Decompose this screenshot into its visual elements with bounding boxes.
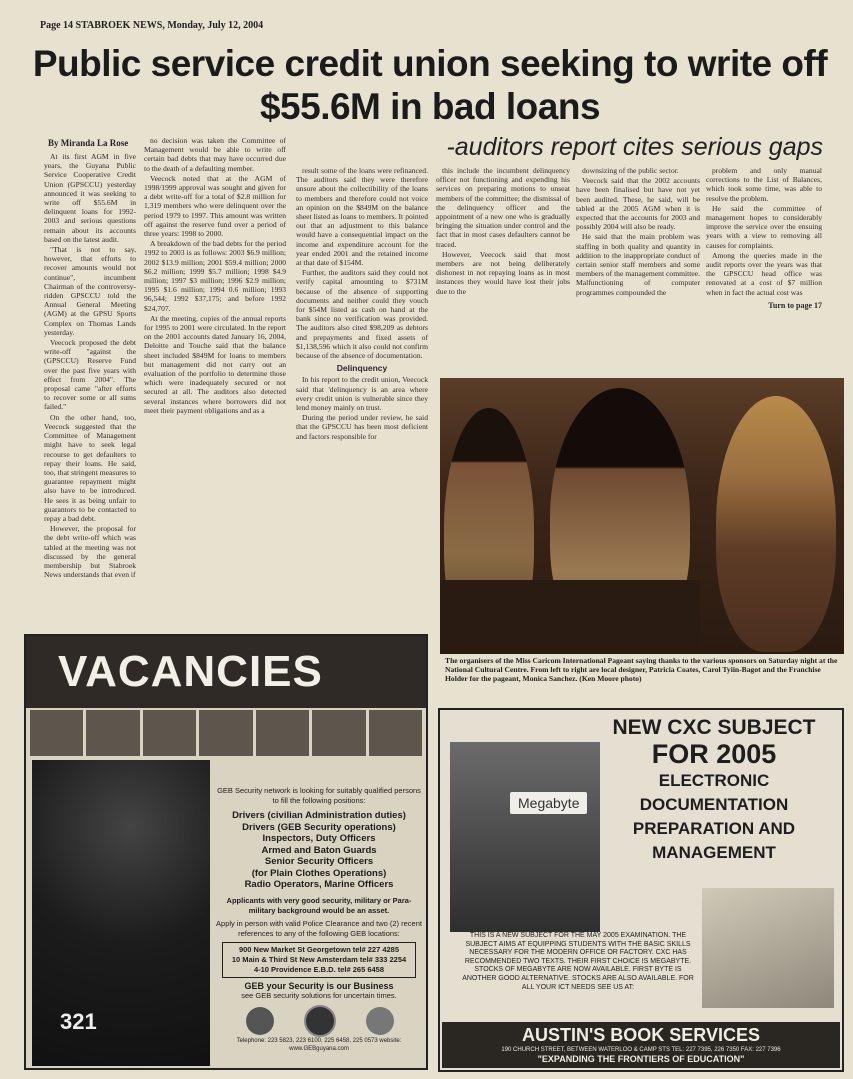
- podium: [440, 580, 700, 654]
- cxc-ad: [438, 708, 844, 1072]
- photo-caption: The organisers of the Miss Caricom International Pageant saying thanks to the various sponsors on Saturday night at the National Cultural Centre. From left to right are local designer, Patricia Coates, Carol Tyiin-Bagot and the Franchise Holder for the pageant, Monica Sanchez. (Ken Moore photo): [445, 656, 838, 684]
- paragraph: However, Veecock said that most members are not being deliberately dishonest in not repaying loans as in most instances they would have lost their jobs due to the: [436, 249, 570, 296]
- byline: By Miranda La Rose: [48, 138, 129, 148]
- cxc-headline: [594, 716, 834, 865]
- paragraph: However, the proposal for the debt write-off which was tabled at the meeting was not discussed by the general membership but Stabroek News understands that even if: [44, 524, 136, 580]
- vacancies-note: Applicants with very good security, military or Para-military background would be an asset.: [226, 895, 412, 915]
- article-column-4: [436, 166, 570, 374]
- paragraph: this include the incumbent delinquency officer not functioning and expending his services on preparing motions to unseat members of the committee; the dismissal of the delinquency officer and the appointment of a new one who is gradually bringing the situation under control and the fact that in most cases defaulters cannot be traced.: [436, 166, 570, 249]
- vacancies-ad: [24, 634, 428, 1070]
- cxc-line: DOCUMENTATION: [639, 795, 789, 814]
- article-column-2: [144, 136, 286, 630]
- paragraph: A breakdown of the bad debts for the period 1992 to 2003 is as follows: 2003 $6.9 million; 2002 $13.9 million; 2001 $59.4 million; 2000 $6.2 million; 1999 $5.7 million; 1998 $4.9 million; 1997 $3 million; 1996 $2.9 million; 1995 $1.6 million; 1994 0.6 million; 1993 96,544; 1992 $37,175; and before 1992 $24,707.: [144, 239, 286, 313]
- cxc-line: FOR 2005: [651, 739, 777, 769]
- vacancies-tagline-2: see GEB security solutions for uncertain times.: [241, 990, 397, 1000]
- paragraph: During the period under review, he said that the GPSCCU has been most deficient and factors responsible for: [296, 413, 428, 441]
- geb-shield-icon: [304, 1005, 336, 1037]
- position-item: Inspectors, Duty Officers: [262, 833, 376, 844]
- megabyte-book-photo: [450, 742, 600, 932]
- location-item: 10 Main & Third St New Amsterdam tel# 333 2254: [231, 954, 407, 964]
- cxc-line: MANAGEMENT: [652, 843, 776, 862]
- paragraph: "That is not to say, however, that efforts to recover amounts would not continue", incumbent Chairman of the controversy-ridden GPSCCU told the Annual General Meeting (AGM) at the GPSU Sports Complex on Thomas Lands yesterday.: [44, 245, 136, 337]
- photo-strip: [30, 710, 422, 756]
- paragraph: Veecock said that the 2002 accounts have been finalised but have not yet been audited. These, he said, will be tabled at the 2005 AGM when it is expected that the accounts for 2003 and possibly 2004 will also be ready.: [576, 176, 700, 232]
- computer-illustration: [702, 888, 834, 1008]
- position-item: Drivers (GEB Security operations): [242, 821, 396, 833]
- article-column-3: [296, 166, 428, 630]
- paragraph: In his report to the credit union, Veecock said that 'delinquency is an area where every credit union is vulnerable since they lend money mainly on trust.: [296, 375, 428, 413]
- locations-box: [222, 942, 416, 978]
- location-item: 4-10 Providence E.B.D. tel# 265 6458: [253, 964, 385, 974]
- cxc-line: ELECTRONIC: [658, 771, 770, 790]
- vacancies-tagline: GEB your Security is our Business: [244, 980, 394, 991]
- paragraph: Further, the auditors said they could not verify capital amounting to $731M because of the absence of supporting documents and neither could they vouch for $54M listed as cash on hand at the bank since no verification was provided. The auditors also cited $98,209 as debtors and prepayments and fixed assets of $1,138,596 which it also could not confirm because of the absence of documentation.: [296, 268, 428, 361]
- cxc-body: THIS IS A NEW SUBJECT FOR THE MAY 2005 EXAMINATION. THE SUBJECT AIMS AT EQUIPPING STUDENTS WITH THE BASIC SKILLS NECESSARY FOR THE MODERN OFFICE OR FACTORY. CXC HAS RECOMMENDED TWO TEXTS. THEIR FIRST CHOICE IS MEGABYTE. STOCKS OF MEGABYTE ARE NOW AVAILABLE. FIRST BYTE IS ANOTHER GOOD ALTERNATIVE. STOCKS ARE ALSO AVAILABLE. FOR ALL YOUR ICT NEEDS SEE US AT:: [462, 932, 694, 991]
- badge-icon: [246, 1007, 274, 1035]
- paragraph: no decision was taken the Committee of Management would be able to write off certain bad debts that may have occurred due to the death of a defaulting member.: [144, 136, 286, 173]
- article-column-1: [44, 152, 136, 630]
- paragraph: Among the queries made in the audit reports over the years was that the GPSCCU head office was renovated at a cost of $7 million when in fact the actual cost was: [706, 250, 822, 297]
- subhead-delinquency: Delinquency: [336, 363, 388, 374]
- paragraph: Veecock proposed the debt write-off "against the (GPSCCU) Reserve Fund over the past five years with effect from 2004". The proposal came "after efforts to recover some or all sums failed.": [44, 338, 136, 412]
- paragraph: On the other hand, too, Veecock suggested that the Committee of Management might have to seek legal recourse to get defaulters to repay their loans. He said, too, that stringent measures to guarantee repayment might also have to be introduced. He sees it as being unfair to guarantors to be contacted to repay a bad debt.: [44, 412, 136, 523]
- position-item: Senior Security Officers: [264, 856, 374, 867]
- paragraph: At its first AGM in five years, the Guyana Public Service Cooperative Credit Union (GPSCCU) yesterday announced it was seeking to write off $55.6M in delinquent loans for 1992-2003 and serious questions remain about its accounts based on the latest audit.: [44, 152, 136, 244]
- location-item: 900 New Market St Georgetown tel# 227 4285: [238, 944, 400, 954]
- badge-icon: [366, 1007, 394, 1035]
- paragraph: He said that the main problem was staffing in both quality and quantity in addition to the inappropriate conduct of certain senior staff members and some members of the management committee. Malfunctioning of computer programmes compounded the: [576, 232, 700, 297]
- store-slogan: "EXPANDING THE FRONTIERS OF EDUCATION": [537, 1054, 745, 1064]
- paragraph: At the meeting, copies of the annual reports for 1995 to 2001 were circulated. In the report on the 2001 accounts dated January 16, 2004, Deloitte and Touche said that the balance sheet included $849M for loans to members but management did not carry out an evaluation of the portfolio to determine those which were inadequately secured or not secured at all. The auditors also detected several instances where borrowers did not meet their payment obligations and as a: [144, 313, 286, 415]
- article-column-6: [706, 166, 822, 374]
- badge-row: [216, 1005, 422, 1037]
- pageant-photo: [440, 378, 844, 654]
- vacancies-apply: Apply in person with valid Police Clearance and two (2) recent references to any of the following GEB locations:: [216, 918, 422, 938]
- megabyte-brand: Megabyte: [510, 792, 587, 814]
- vacancies-title: VACANCIES: [26, 636, 426, 708]
- guard-photo: [32, 760, 210, 1066]
- cxc-line: PREPARATION AND: [632, 819, 796, 838]
- turn-to-page: Turn to page 17: [768, 300, 822, 310]
- person-right: [716, 396, 836, 652]
- paragraph: problem and only manual corrections to the List of Balances, which took some time, was able to resolve the problem.: [706, 166, 822, 203]
- position-item: Radio Operators, Marine Officers: [244, 879, 394, 890]
- paragraph: Veecock noted that at the AGM of 1998/1999 approval was sought and given for a debt write-off for a total of $2.8 million for 1,319 members who were delinquent over the period 1979 to 1997. This amount was written off against the reserve fund over a period of three years: 1998 to 2000.: [144, 173, 286, 239]
- vacancies-intro: GEB Security network is looking for suitably qualified persons to fill the following positions:: [217, 786, 421, 805]
- article-column-5: [576, 166, 700, 374]
- position-item: (for Plain Clothes Operations): [251, 867, 387, 879]
- cxc-line: NEW CXC SUBJECT: [612, 716, 816, 739]
- subheadline: -auditors report cites serious gaps: [446, 133, 823, 161]
- vacancies-contact: Telephone: 223 5823, 223 6100, 225 6458, 225 0573 website: www.GEBguyana.com: [236, 1037, 402, 1052]
- store-address: 190 CHURCH STREET, BETWEEN WATERLOO & CAMP STS TEL: 227 7395, 226 7350 FAX: 227 7396: [501, 1047, 781, 1053]
- paragraph: He said the committee of management hopes to considerably improve the service over the ensuing years with a view to removing all causes for complaints.: [706, 203, 822, 250]
- headline: Public service credit union seeking to write off $55.6M in bad loans: [32, 43, 828, 127]
- vacancies-text: [216, 786, 422, 1064]
- position-item: Armed and Baton Guards: [261, 844, 377, 856]
- page-folio: Page 14 STABROEK NEWS, Monday, July 12, 2004: [40, 20, 264, 31]
- guard-number: 321: [60, 1009, 97, 1034]
- store-name: AUSTIN'S BOOK SERVICES: [522, 1025, 760, 1045]
- paragraph: result some of the loans were refinanced. The auditors said they were therefore unsure about the collectibility of the loans to members and therefore could not voice an opinion on the $849M on the balance sheet listed as loans to members. It pointed out that an adjustment to this balance would have a consequential impact on the income and expenditure account for the year ended 2001 and the retained income at that date of $154M.: [296, 166, 428, 268]
- austin-book-services-banner: [442, 1022, 840, 1068]
- paragraph: downsizing of the public sector.: [582, 166, 679, 175]
- position-item: Drivers (civilian Administration duties): [232, 810, 406, 821]
